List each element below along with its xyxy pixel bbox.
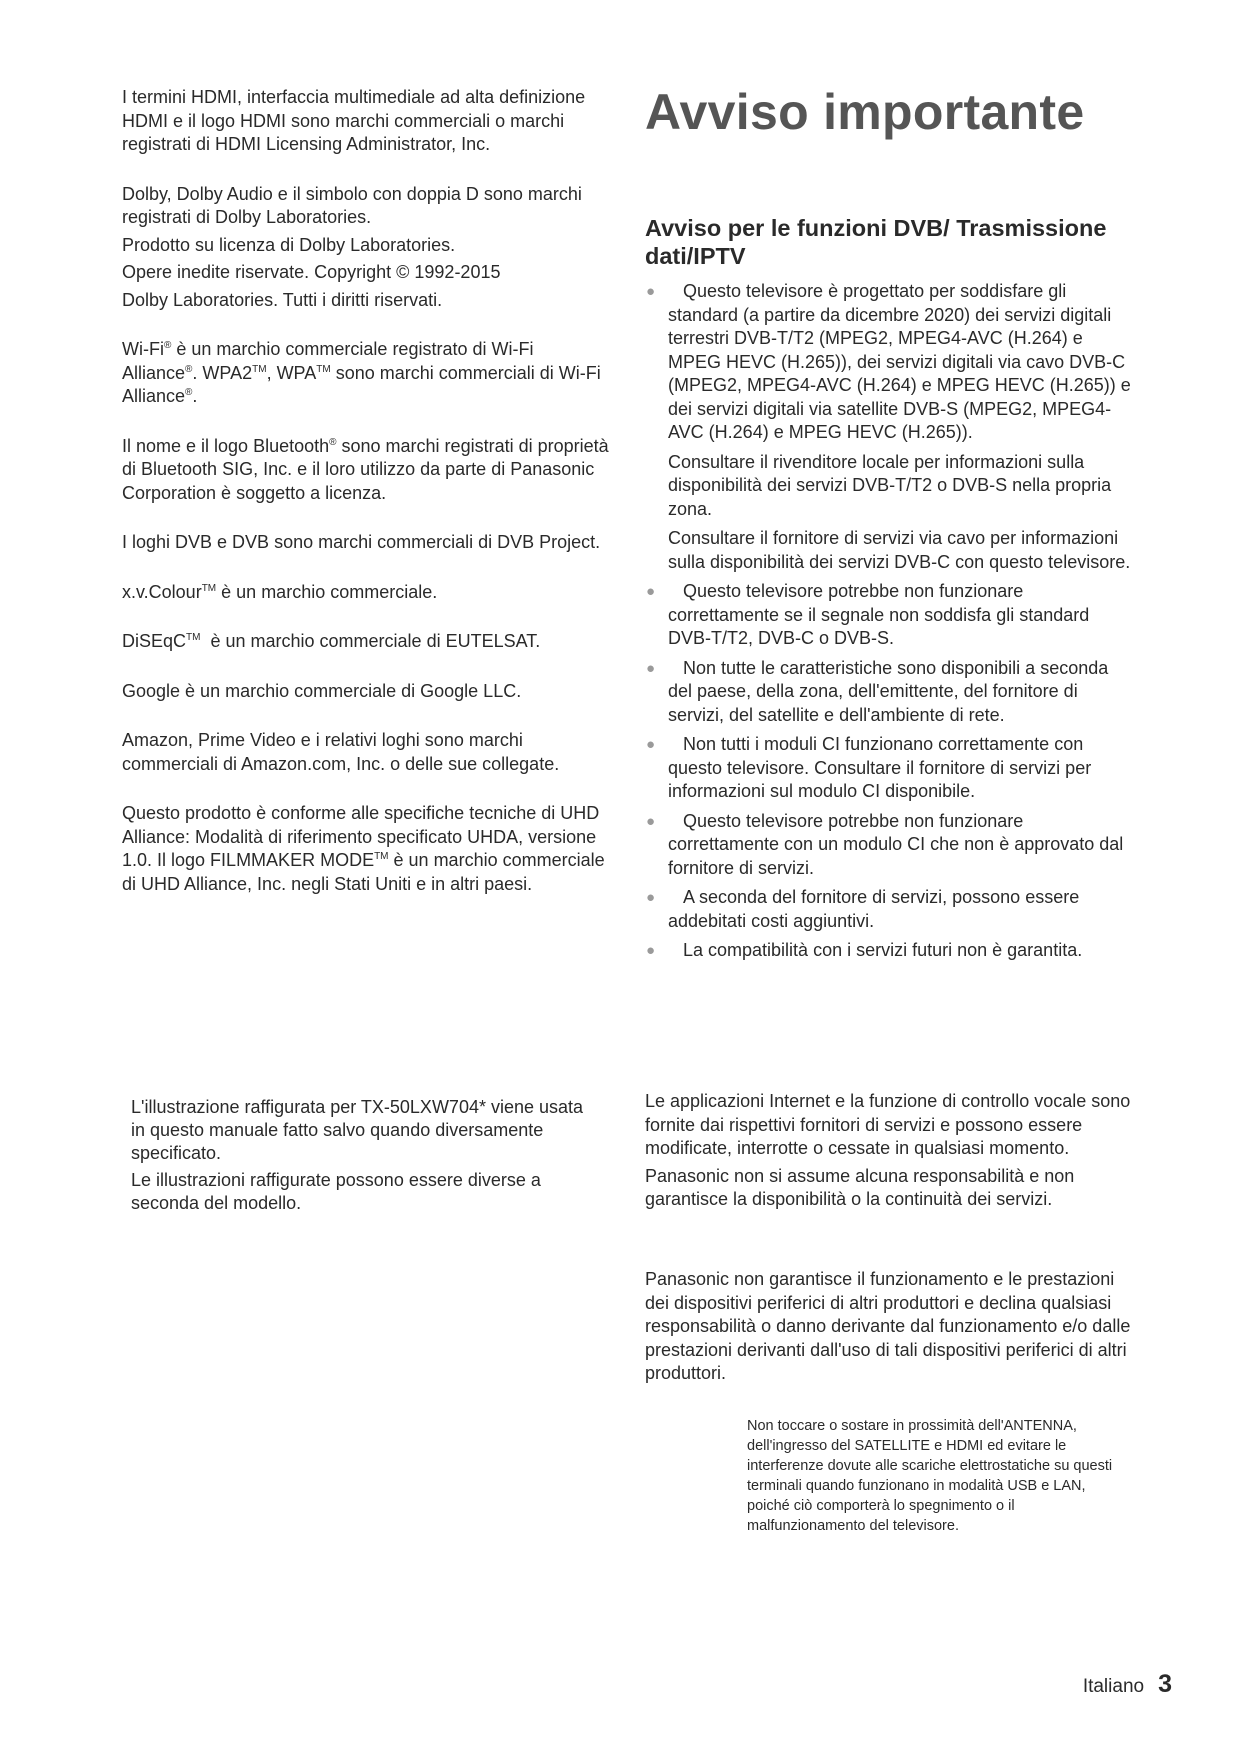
dolby-notice xyxy=(122,183,612,313)
bullet-icon: ● xyxy=(646,283,656,300)
hdmi-notice xyxy=(122,86,612,157)
diseqc-text: DiSEqC™ è un marchio commerciale di EUTELSAT. xyxy=(122,631,541,651)
peripherals-notice xyxy=(645,1268,1135,1386)
amazon-notice xyxy=(122,729,612,776)
footer-language: Italiano xyxy=(1082,1676,1145,1697)
trademark-notices xyxy=(122,86,612,922)
dolby-license: Prodotto su licenza di Dolby Laboratories. xyxy=(122,234,456,255)
illustration-variance: Le illustrazioni raffigurate possono essere diverse a seconda del modello. xyxy=(131,1170,541,1213)
page-number: 3 xyxy=(1158,1670,1172,1698)
bluetooth-text: Il nome e il logo Bluetooth® sono marchi registrati di proprietà di Bluetooth SIG, Inc. e il loro utilizzo da parte di Panasonic Corporation è soggetto a licenza. xyxy=(122,435,609,503)
google-notice xyxy=(122,680,612,704)
list-item: ● Questo televisore potrebbe non funzionare correttamente con un modulo CI che non è approvato dal fornitore di servizi. xyxy=(646,810,1124,878)
bullet-icon: ● xyxy=(646,583,656,600)
internet-text: Le applicazioni Internet e la funzione di controllo vocale sono fornite dai rispettivi fornitori di servizi e possono essere modificate, interrotte o cessate in qualsiasi momento. xyxy=(645,1091,1131,1158)
list-item: ● Non tutti i moduli CI funzionano correttamente con questo televisore. Consultare il fornitore di servizi per informazioni sul modulo CI disponibile. xyxy=(646,734,1092,801)
illustration-note xyxy=(131,1096,601,1215)
dvb-bullet-list xyxy=(645,280,1135,969)
bullet-icon: ● xyxy=(646,812,656,830)
peripherals-text: Panasonic non garantisce il funzionamento e le prestazioni dei dispositivi periferici di altri produttori e declina qualsiasi responsabilità o danno derivante dal funzionamento e/o dalle prestazioni derivanti dall'uso di tali dispositivi periferici di altri produttori. xyxy=(645,1269,1131,1383)
uhd-notice xyxy=(122,802,612,896)
list-item: ● La compatibilità con i servizi futuri non è garantita. xyxy=(645,939,1135,963)
wifi-text: Wi-Fi® è un marchio commerciale registrato di Wi-Fi Alliance®. WPA2™, WPA™ sono marchi commerciali di Wi-Fi Alliance®. xyxy=(122,339,601,406)
dolby-rights: Dolby Laboratories. Tutti i diritti riservati. xyxy=(122,289,443,310)
dolby-text: Dolby, Dolby Audio e il simbolo con doppia D sono marchi registrati di Dolby Laboratories. xyxy=(122,183,582,227)
uhd-text: Questo prodotto è conforme alle specifiche tecniche di UHD Alliance: Modalità di riferimento specificato UHDA, versione 1.0. Il logo FILMMAKER MODE™ è un marchio commerciale di UHD Alliance, Inc. negli Stati Uniti e in altri paesi. xyxy=(122,803,605,894)
internet-services-notice xyxy=(645,1090,1135,1212)
amazon-text: Amazon, Prime Video e i relativi loghi sono marchi commerciali di Amazon.com, Inc. o delle sue collegate. xyxy=(122,730,560,774)
bullet-icon: ● xyxy=(646,889,656,906)
illustration-model: L'illustrazione raffigurata per TX-50LXW704* viene usata in questo manuale fatto salvo quando diversamente specificato. xyxy=(131,1097,584,1163)
bullet-icon: ● xyxy=(646,659,656,677)
esd-warning: Non toccare o sostare in prossimità dell'ANTENNA, dell'ingresso del SATELLITE e HDMI ed evitare le interferenze dovute alle scariche elettrostatiche su questi terminali quando funzionano in modalità USB e LAN, poiché ciò comporterà lo spegnimento o il malfunzionamento del televisore. xyxy=(747,1418,1113,1534)
hdmi-text: I termini HDMI, interfaccia multimediale ad alta definizione HDMI e il logo HDMI sono marchi commerciali o marchi registrati di HDMI Licensing Administrator, Inc. xyxy=(122,87,586,154)
list-item: ● Questo televisore è progettato per soddisfare gli standard (a partire da dicembre 2020) dei servizi digitali terrestri DVB-T/T2 (MPEG2, MPEG4-AVC (H.264) e MPEG HEVC (H.265)), dei servizi digitali via cavo DVB-C (MPEG2, MPEG4-AVC (H.264) e MPEG HEVC (H.265)) e dei servizi digitali via satellite DVB-S (MPEG2, MPEG4-AVC (H.264) e MPEG HEVC (H.265)). Consultare il rivenditore locale per informazioni sulla disponibilità dei servizi DVB-T/T2 o DVB-S nella propria zona. Consultare il fornitore di servizi via cavo per informazioni sulla disponibilità dei servizi DVB-C con questo televisore. xyxy=(645,280,1135,574)
sub-note: Consultare il rivenditore locale per informazioni sulla disponibilità dei servizi DVB-T/T2 o DVB-S nella propria zona. xyxy=(668,451,1112,519)
section-heading: Avviso per le funzioni DVB/ Trasmissione dati/IPTV xyxy=(645,215,1107,269)
page-title: Avviso importante xyxy=(645,84,1085,140)
diseqc-notice xyxy=(122,630,612,654)
list-item: ● Questo televisore potrebbe non funzionare correttamente se il segnale non soddisfa gli standard DVB-T/T2, DVB-C o DVB-S. xyxy=(646,581,1090,648)
title-block xyxy=(645,84,1135,140)
bullet-icon: ● xyxy=(646,942,656,959)
google-text: Google è un marchio commerciale di Google LLC. xyxy=(122,680,522,701)
dvb-notice xyxy=(122,531,612,555)
list-item: ● A seconda del fornitore di servizi, possono essere addebitati costi aggiuntivi. xyxy=(646,887,1080,931)
dolby-copyright: Opere inedite riservate. Copyright © 1992-2015 xyxy=(122,262,501,282)
list-item: ● Non tutte le caratteristiche sono disponibili a seconda del paese, della zona, dell'emittente, del fornitore di servizi, del satellite e dell'ambiente di rete. xyxy=(646,657,1109,725)
internet-disclaimer: Panasonic non si assume alcuna responsabilità e non garantisce la disponibilità o la continuità dei servizi. xyxy=(645,1165,1075,1209)
xvcolour-text: x.v.Colour™ è un marchio commerciale. xyxy=(122,581,438,602)
bluetooth-notice xyxy=(122,435,612,506)
sub-note: Consultare il fornitore di servizi via cavo per informazioni sulla disponibilità dei servizi DVB-C con questo televisore. xyxy=(668,528,1131,572)
xvcolour-notice xyxy=(122,581,612,605)
page-footer xyxy=(1083,1670,1172,1699)
bullet-icon: ● xyxy=(646,736,656,753)
wifi-notice xyxy=(122,338,612,409)
dvb-text: I loghi DVB e DVB sono marchi commerciali di DVB Project. xyxy=(122,532,601,552)
